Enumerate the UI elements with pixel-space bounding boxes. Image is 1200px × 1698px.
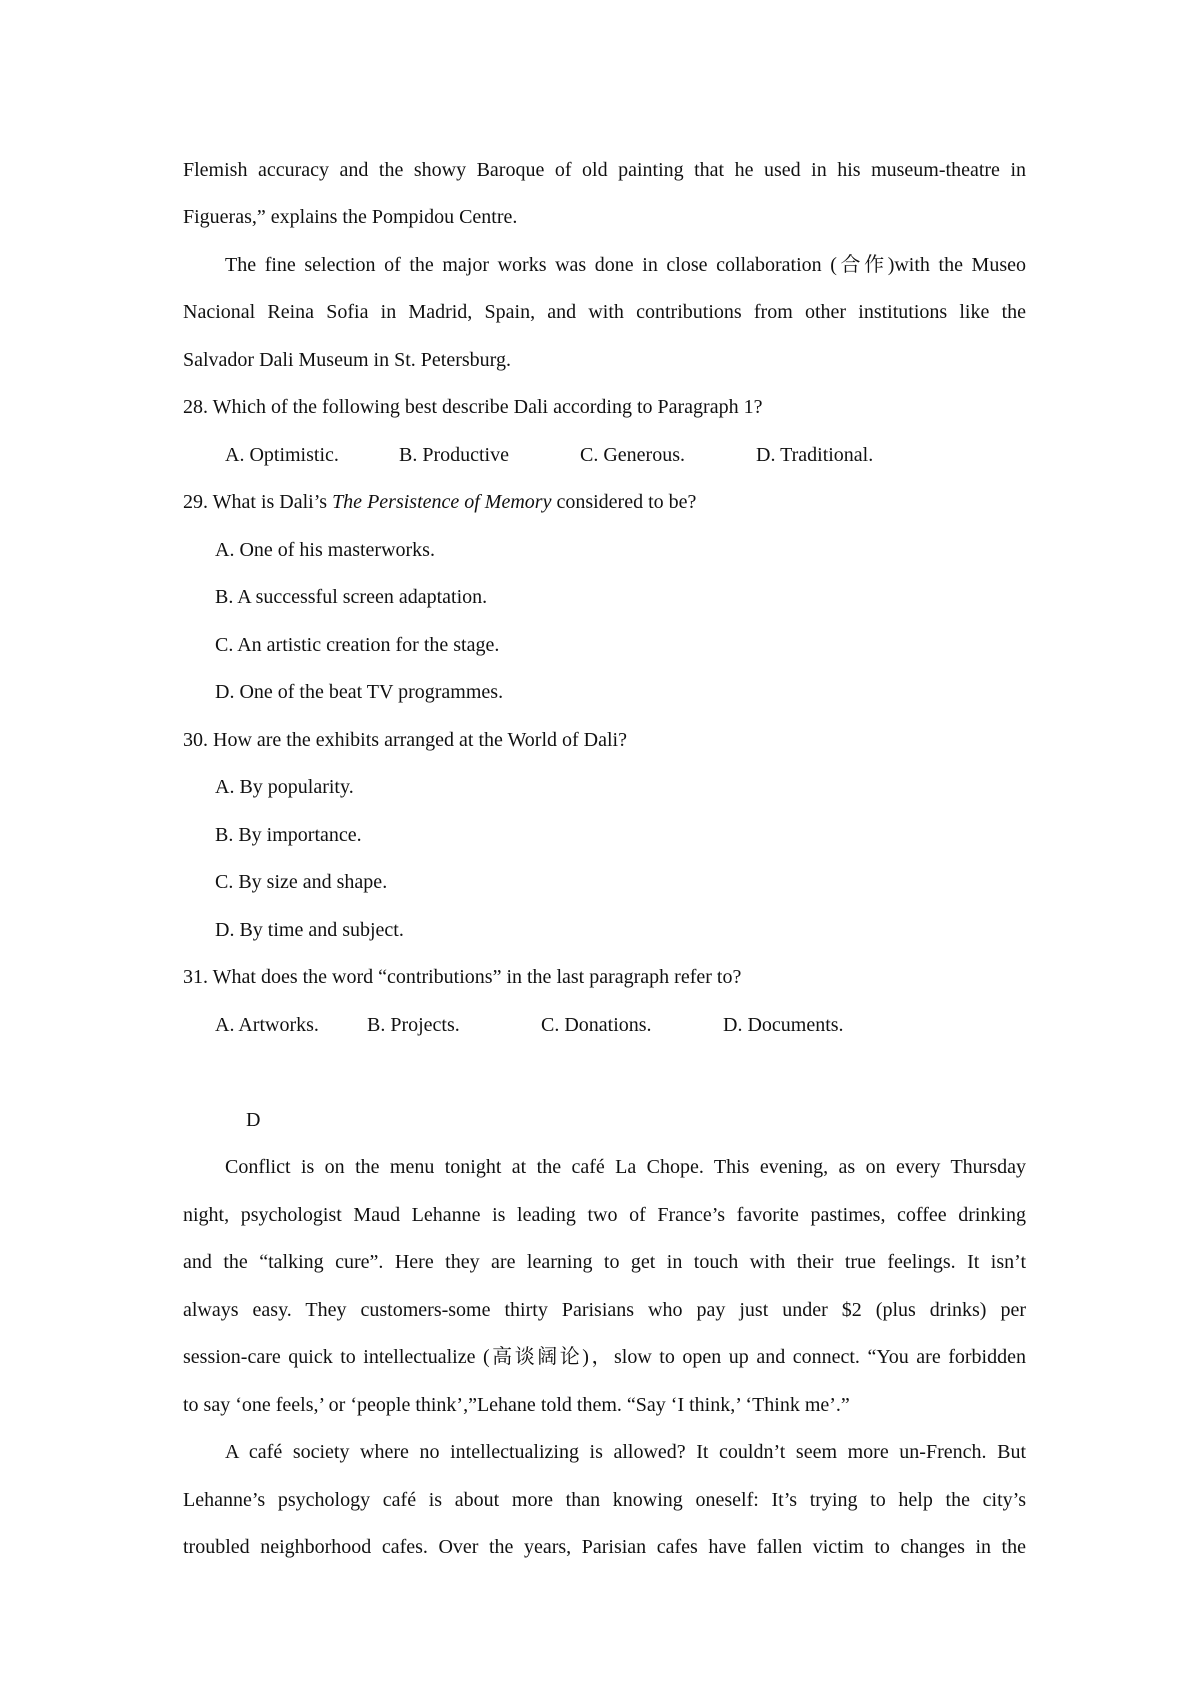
passage-d-para1-line-5: session-care quick to intellectualize (高谈阔论)，slow to open up and connect. “You are forbidden	[183, 1346, 1026, 1368]
question-28-option-b: B. Productive	[399, 444, 509, 466]
question-29-stem	[183, 490, 1026, 514]
passage-d-para1-line-1: Conflict is on the menu tonight at the café La Chope. This evening, as on every Thursday	[225, 1156, 1026, 1178]
question-29-stem-post: considered to be?	[551, 491, 697, 513]
question-31-option-c: C. Donations.	[541, 1014, 652, 1036]
question-30-option-c: C. By size and shape.	[215, 871, 388, 893]
question-29-option-d: D. One of the beat TV programmes.	[215, 681, 504, 703]
question-30-option-a: A. By popularity.	[215, 776, 354, 798]
passage-c-para2-line-1: The fine selection of the major works was done in close collaboration (合作)with the Museo	[225, 254, 1026, 276]
question-29-stem-title: The Persistence of Memory	[332, 491, 552, 513]
passage-c-line-1: Flemish accuracy and the showy Baroque of old painting that he used in his museum-theatre in	[183, 159, 1026, 181]
question-29-option-c: C. An artistic creation for the stage.	[215, 634, 500, 656]
passage-d-letter: D	[246, 1109, 261, 1131]
question-28-option-c: C. Generous.	[580, 444, 685, 466]
passage-d-para2-line-1: A café society where no intellectualizing is allowed? It couldn’t seem more un-French. But	[225, 1441, 1026, 1463]
passage-c-para2-line-2: Nacional Reina Sofia in Madrid, Spain, and with contributions from other institutions like the	[183, 301, 1026, 323]
question-31-stem: 31. What does the word “contributions” in the last paragraph refer to?	[183, 966, 742, 988]
passage-d-para1-line-4: always easy. They customers-some thirty Parisians who pay just under $2 (plus drinks) per	[183, 1299, 1026, 1321]
passage-c-line-2: Figueras,” explains the Pompidou Centre.	[183, 206, 518, 228]
question-28-option-a: A. Optimistic.	[225, 444, 339, 466]
question-30-option-b: B. By importance.	[215, 824, 362, 846]
question-31-option-b: B. Projects.	[367, 1014, 460, 1036]
question-31-option-d: D. Documents.	[723, 1014, 844, 1036]
passage-d-para2-line-2: Lehanne’s psychology café is about more than knowing oneself: It’s trying to help the city’s	[183, 1489, 1026, 1511]
question-29-option-b: B. A successful screen adaptation.	[215, 586, 488, 608]
question-29-stem-pre: 29. What is Dali’s	[183, 491, 333, 513]
question-30-option-d: D. By time and subject.	[215, 919, 404, 941]
question-30-stem: 30. How are the exhibits arranged at the World of Dali?	[183, 729, 627, 751]
question-28-stem: 28. Which of the following best describe Dali according to Paragraph 1?	[183, 396, 763, 418]
question-28-option-d: D. Traditional.	[756, 444, 874, 466]
passage-d-para1-line-6: to say ‘one feels,’ or ‘people think’,”Lehane told them. “Say ‘I think,’ ‘Think me’.”	[183, 1394, 850, 1416]
passage-d-para1-line-2: night, psychologist Maud Lehanne is leading two of France’s favorite pastimes, coffee drinking	[183, 1204, 1026, 1226]
passage-d-para2-line-3: troubled neighborhood cafes. Over the years, Parisian cafes have fallen victim to changes in the	[183, 1536, 1026, 1558]
passage-c-para2-line-3: Salvador Dali Museum in St. Petersburg.	[183, 349, 511, 371]
question-31-option-a: A. Artworks.	[215, 1014, 319, 1036]
question-29-option-a: A. One of his masterworks.	[215, 539, 435, 561]
passage-d-para1-line-3: and the “talking cure”. Here they are learning to get in touch with their true feelings. It isn’t	[183, 1251, 1026, 1273]
